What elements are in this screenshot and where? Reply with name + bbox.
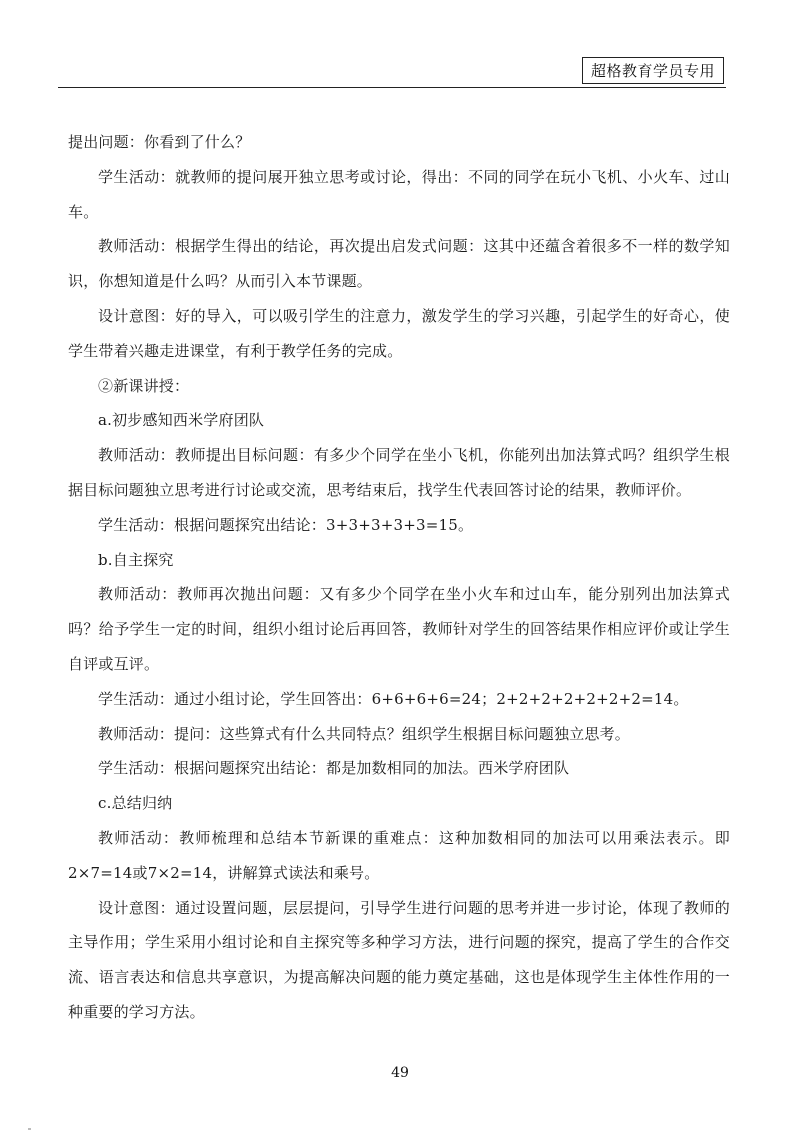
paragraph-question: 提出问题：你看到了什么？ bbox=[68, 133, 251, 151]
subheading-b: b.自主探究 bbox=[98, 550, 174, 569]
subheading-c: c.总结归纳 bbox=[98, 794, 173, 813]
subheading-a: a.初步感知西米学府团队 bbox=[98, 411, 265, 430]
page-number: 49 bbox=[391, 1065, 409, 1081]
paragraph-teacher-activity-1: 教师活动：根据学生得出的结论，再次提出启发式问题：这其中还蕴含着很多不一样的数学知识，你想知道是什么吗？从而引入本节课题。 bbox=[68, 237, 730, 291]
paragraph-student-activity-2: 学生活动：根据问题探究出结论：3+3+3+3+3=15。 bbox=[98, 515, 474, 534]
paragraph-student-activity-4: 学生活动：根据问题探究出结论：都是加数相同的加法。西米学府团队 bbox=[98, 759, 570, 778]
paragraph-design-intent-1: 设计意图：好的导入，可以吸引学生的注意力，激发学生的学习兴趣，引起学生的好奇心，使学生带着兴趣走进课堂，有利于教学任务的完成。 bbox=[68, 306, 730, 360]
section-heading-new-lesson: ②新课讲授： bbox=[98, 376, 190, 395]
paragraph-design-intent-2: 设计意图：通过设置问题，层层提问，引导学生进行问题的思考并进一步讨论，体现了教师的主导作用；学生采用小组讨论和自主探究等多种学习方法，进行问题的探究，提高了学生的合作交流、语言表达和信息共享意识，为提高解决问题的能力奠定基础，这也是体现学生主体性作用的一种重要的学习方法。 bbox=[68, 898, 730, 1021]
paragraph-teacher-activity-5: 教师活动：教师梳理和总结本节新课的重难点：这种加数相同的加法可以用乘法表示。即2×7=14或7×2=14，讲解算式读法和乘号。 bbox=[68, 828, 730, 882]
document-body bbox=[68, 125, 730, 1030]
header-rule bbox=[58, 87, 726, 88]
header-badge: 超格教育学员专用 bbox=[582, 57, 724, 84]
paragraph-student-activity-3: 学生活动：通过小组讨论，学生回答出：6+6+6+6=24；2+2+2+2+2+2+2=14。 bbox=[98, 689, 689, 708]
scan-artifact bbox=[28, 1128, 31, 1130]
paragraph-teacher-activity-2: 教师活动：教师提出目标问题：有多少个同学在坐小飞机，你能列出加法算式吗？组织学生根据目标问题独立思考进行讨论或交流，思考结束后，找学生代表回答讨论的结果，教师评价。 bbox=[68, 446, 730, 499]
paragraph-student-activity-1: 学生活动：就教师的提问展开独立思考或讨论，得出：不同的同学在玩小飞机、小火车、过山车。 bbox=[68, 167, 730, 221]
paragraph-teacher-activity-4: 教师活动：提问：这些算式有什么共同特点？组织学生根据目标问题独立思考。 bbox=[98, 724, 631, 743]
paragraph-teacher-activity-3: 教师活动：教师再次抛出问题：又有多少个同学在坐小火车和过山车，能分别列出加法算式吗？给予学生一定的时间，组织小组讨论后再回答，教师针对学生的回答结果作相应评价或让学生自评或互评。 bbox=[68, 585, 730, 673]
